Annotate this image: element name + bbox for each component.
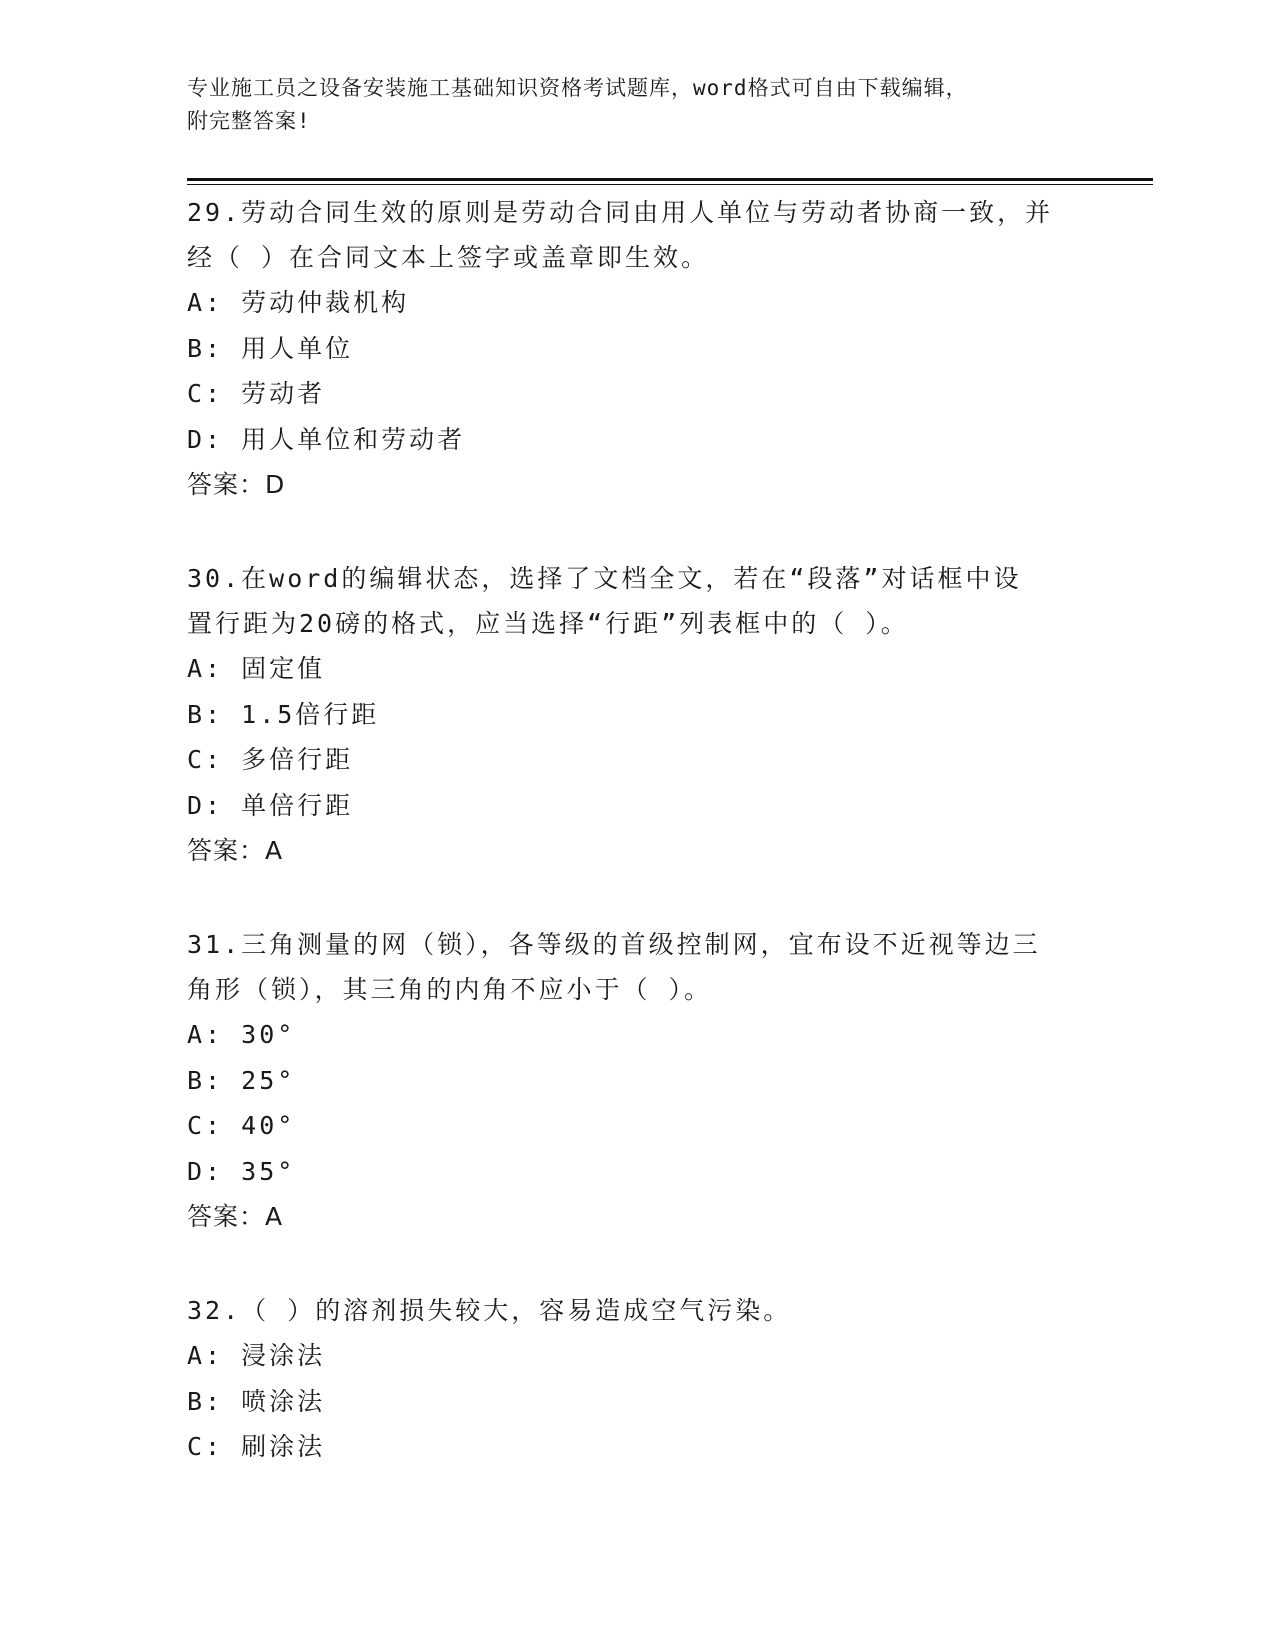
option-a: A: 浸涂法 [187, 1341, 326, 1370]
header-divider-thick [187, 178, 1153, 181]
option-a: A: 固定值 [187, 654, 326, 683]
header-line-1: 专业施工员之设备安装施工基础知识资格考试题库，word格式可自由下载编辑， [187, 76, 968, 100]
option-b: B: 喷涂法 [187, 1386, 326, 1416]
option-c: C: 40° [187, 1111, 296, 1140]
option-d: D: 用人单位和劳动者 [187, 424, 466, 454]
question-stem-line: 32.（ ）的溶剂损失较大，容易造成空气污染。 [187, 1296, 792, 1325]
header-line-2: 附完整答案! [187, 109, 311, 133]
answer-line: 答案：A [187, 836, 284, 865]
option-b: B: 用人单位 [187, 333, 354, 363]
question-30 [187, 556, 1087, 874]
question-stem [187, 922, 1087, 1012]
question-stem [187, 1288, 1087, 1333]
question-32 [187, 1288, 1087, 1470]
answer-line: 答案：D [187, 470, 286, 499]
option-c: C: 多倍行距 [187, 745, 354, 774]
option-d: D: 35° [187, 1156, 296, 1186]
document-header [187, 72, 1067, 138]
option-b: B: 25° [187, 1065, 296, 1095]
question-stem [187, 556, 1087, 646]
question-stem-line: 角形（锁），其三角的内角不应小于（ ）。 [187, 975, 713, 1004]
question-stem-line: 经（ ）在合同文本上签字或盖章即生效。 [187, 243, 710, 272]
option-a: A: 劳动仲裁机构 [187, 288, 410, 317]
question-stem-line: 31.三角测量的网（锁），各等级的首级控制网，宜布设不近视等边三 [187, 930, 1041, 959]
question-stem-line: 29.劳动合同生效的原则是劳动合同由用人单位与劳动者协商一致，并 [187, 198, 1054, 227]
header-divider-thin [187, 184, 1153, 185]
answer-line: 答案：A [187, 1202, 284, 1231]
option-a: A: 30° [187, 1020, 296, 1049]
question-29 [187, 190, 1087, 508]
option-d: D: 单倍行距 [187, 790, 354, 820]
option-c: C: 劳动者 [187, 379, 326, 408]
option-c: C: 刷涂法 [187, 1432, 326, 1461]
question-stem-line: 置行距为20磅的格式，应当选择“行距”列表框中的（ ）。 [187, 609, 909, 638]
question-stem-line: 30.在word的编辑状态，选择了文档全文，若在“段落”对话框中设 [187, 564, 1022, 593]
question-stem [187, 190, 1087, 280]
option-b: B: 1.5倍行距 [187, 699, 380, 729]
question-list [187, 190, 1087, 1518]
question-31 [187, 922, 1087, 1240]
